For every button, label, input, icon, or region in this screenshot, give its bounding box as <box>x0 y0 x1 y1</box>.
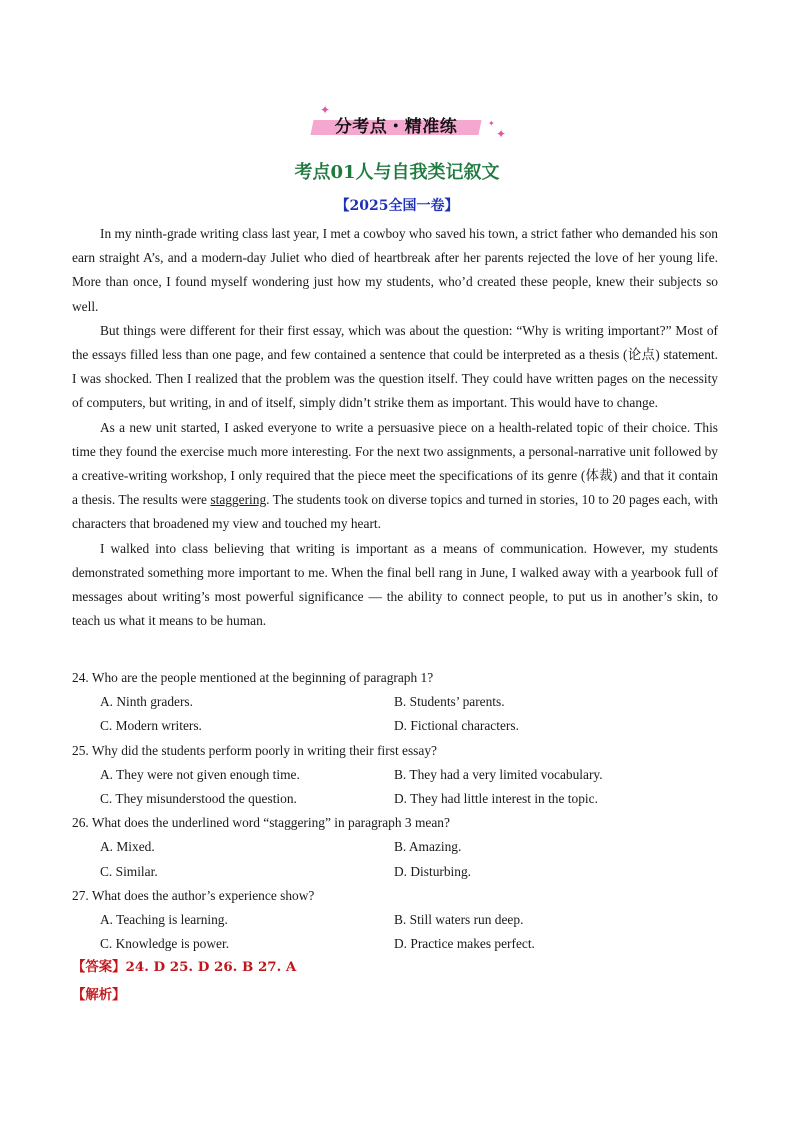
sparkle-icon: ✦ <box>496 127 507 141</box>
answer-key: 【答案】24. D 25. D 26. B 27. A <box>72 959 297 975</box>
paragraph-3-after: . The students took on diverse topics and turned in stories, 10 to 20 pages each, with characters that broadened my view and touched my heart. <box>72 492 718 532</box>
option-26-a: A. Mixed. <box>100 839 155 855</box>
reading-passage <box>72 222 718 633</box>
paragraph-1: In my ninth-grade writing class last year, I met a cowboy who saved his town, a strict father who demanded his son earn straight A’s, and a modern-day Juliet who died of heartbreak after her parents rejected the love of her young life. More than once, I found myself wondering just how my students, who’d created these people, knew their subjects so well. <box>72 226 718 314</box>
option-24-a: A. Ninth graders. <box>100 694 193 710</box>
option-25-d: D. They had little interest in the topic. <box>394 790 598 806</box>
question-25-options-row-2 <box>72 787 732 811</box>
question-26-options-row-1 <box>72 835 732 859</box>
option-26-d: D. Disturbing. <box>394 863 471 879</box>
option-27-b: B. Still waters run deep. <box>394 911 524 927</box>
sparkle-icon: ✦ <box>320 103 331 117</box>
analysis-label: 【解析】 <box>72 987 126 1003</box>
option-27-a: A. Teaching is learning. <box>100 911 228 927</box>
question-27-options-row-2 <box>72 932 732 956</box>
question-list <box>72 666 732 956</box>
option-24-c: C. Modern writers. <box>100 718 202 734</box>
sparkle-icon: ✦ <box>488 119 495 128</box>
option-27-d: D. Practice makes perfect. <box>394 936 535 952</box>
section-banner <box>308 104 508 144</box>
option-25-b: B. They had a very limited vocabulary. <box>394 766 603 782</box>
option-25-a: A. They were not given enough time. <box>100 766 300 782</box>
question-27-options-row-1 <box>72 908 732 932</box>
question-25-stem: 25. Why did the students perform poorly in writing their first essay? <box>72 742 437 758</box>
paragraph-2: But things were different for their first essay, which was about the question: “Why is writing important?” Most of the essays filled less than one page, and few contained a sentence that could be interpreted as a thesis (论点) statement. I was shocked. Then I realized that the problem was the question itself. They could have written pages on the necessity of computers, but writing, in and of itself, simply didn’t strike them as important. This would have to change. <box>72 322 718 411</box>
option-26-b: B. Amazing. <box>394 839 462 855</box>
question-24-options-row-1 <box>72 690 732 714</box>
option-24-d: D. Fictional characters. <box>394 718 519 734</box>
section-title: 考点01人与自我类记叙文 <box>294 162 500 183</box>
option-25-c: C. They misunderstood the question. <box>100 790 297 806</box>
question-24-stem: 24. Who are the people mentioned at the beginning of paragraph 1? <box>72 670 434 685</box>
question-26-options-row-2 <box>72 860 732 884</box>
paragraph-3 <box>72 416 718 537</box>
banner-title: 分考点・精准练 <box>334 117 458 137</box>
question-27-stem: 27. What does the author’s experience show? <box>72 887 315 903</box>
paragraph-3-before: As a new unit started, I asked everyone to write a persuasive piece on a health-related topic of their choice. This time they found the exercise much more interesting. For the next two assignments, a personal-narrative unit followed by a creative-writing workshop, I only required that the piece meet the specifications of its genre (体裁) and that it contain a thesis. The results were <box>72 419 718 508</box>
paragraph-4: I walked into class believing that writing is important as a means of communication. However, my students demonstrated something more important to me. When the final bell rang in June, I walked away with a yearbook full of messages about writing’s most powerful significance — the ability to connect people, to put us in another’s skin, to teach us what it means to be human. <box>72 540 718 629</box>
question-25-options-row-1 <box>72 763 732 787</box>
option-24-b: B. Students’ parents. <box>394 694 505 710</box>
question-24-options-row-2 <box>72 714 732 738</box>
question-26-stem: 26. What does the underlined word “staggering” in paragraph 3 mean? <box>72 815 450 831</box>
exam-source: 【2025全国一卷】 <box>335 198 459 214</box>
option-26-c: C. Similar. <box>100 863 158 879</box>
underlined-word: staggering <box>210 492 267 508</box>
option-27-c: C. Knowledge is power. <box>100 936 230 952</box>
